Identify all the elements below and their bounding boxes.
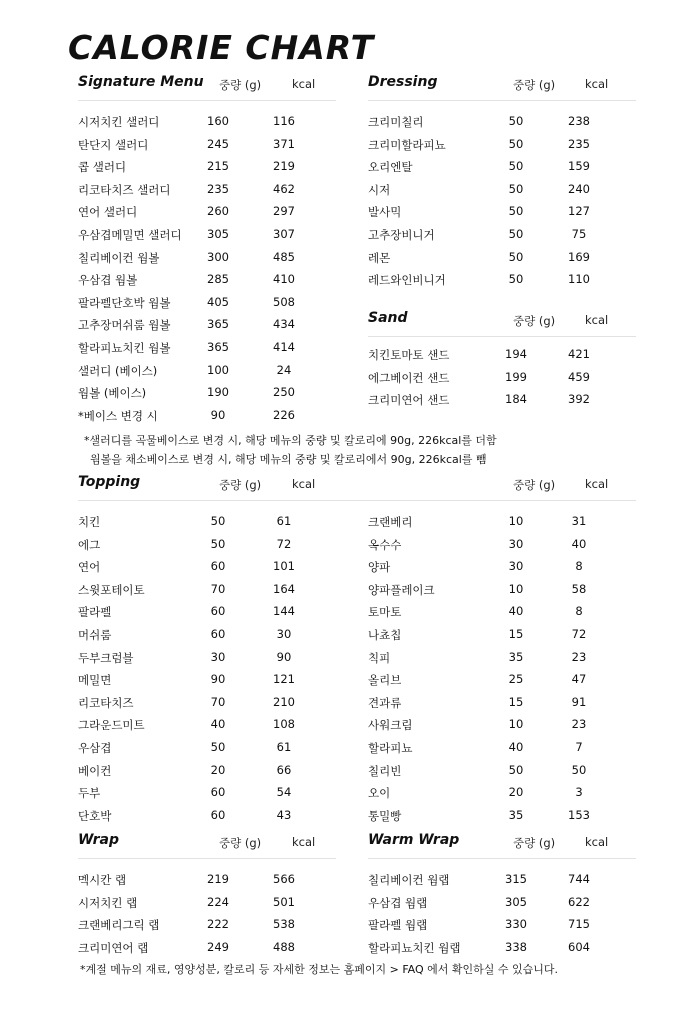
item-name: 단호박	[78, 808, 112, 823]
kcal-value: 58	[571, 581, 587, 596]
kcal-value: 23	[571, 717, 587, 732]
table-row	[368, 740, 636, 763]
item-name: *베이스 변경 시	[78, 408, 158, 423]
topping-rows-right	[368, 501, 636, 830]
item-name: 오이	[368, 786, 391, 801]
weight-value: 40	[508, 739, 524, 754]
item-name: 크리미칠리	[368, 115, 424, 129]
item-name: 오리엔탈	[368, 160, 413, 175]
weight-value: 224	[207, 894, 229, 909]
item-name: 에그베이컨 샌드	[368, 370, 450, 385]
weight-value: 70	[210, 581, 226, 596]
kcal-value: 501	[273, 894, 295, 909]
table-row	[368, 785, 636, 808]
item-name: 베이컨	[78, 763, 112, 778]
kcal-value: 24	[276, 362, 292, 377]
signature-menu-section	[78, 72, 336, 430]
item-name: 할라피뇨치킨 웜랩	[368, 940, 461, 955]
item-name: 크랜베리그릭 랩	[78, 918, 160, 933]
table-row	[78, 917, 336, 940]
item-name: 치킨토마토 샌드	[368, 348, 450, 362]
weight-value: 215	[207, 159, 229, 174]
table-row	[368, 392, 636, 415]
kcal-value: 110	[568, 272, 590, 287]
item-name: 팔라펠단호박 웜볼	[78, 295, 171, 310]
item-name: 양파	[368, 560, 391, 575]
weight-value: 338	[505, 939, 527, 954]
table-row	[78, 672, 336, 695]
item-name: 리코타치즈	[78, 695, 134, 710]
weight-value: 60	[210, 559, 226, 574]
kcal-value: 116	[273, 114, 295, 128]
kcal-value: 459	[568, 369, 590, 384]
item-name: 레드와인비니거	[368, 273, 446, 288]
item-name: 칠리베이컨 웜볼	[78, 250, 160, 265]
table-row	[78, 340, 336, 363]
weight-value: 20	[508, 785, 524, 800]
item-name: 칠리빈	[368, 763, 402, 778]
section-header	[368, 830, 636, 859]
kcal-header: kcal	[292, 477, 316, 491]
item-name: 연어 샐러디	[78, 205, 138, 220]
weight-value: 35	[508, 807, 524, 822]
kcal-value: 434	[273, 317, 295, 332]
table-row	[368, 514, 636, 537]
topping-rows	[78, 501, 336, 830]
table-row	[368, 808, 636, 831]
dressing-section	[368, 72, 636, 295]
weight-value: 60	[210, 785, 226, 800]
sand-section	[368, 308, 636, 415]
item-name: 올리브	[368, 673, 402, 688]
table-row	[78, 717, 336, 740]
weight-value: 70	[210, 694, 226, 709]
item-name: 치킨	[78, 515, 101, 529]
item-name: 연어	[78, 560, 101, 575]
kcal-value: 238	[568, 114, 590, 128]
table-row	[78, 940, 336, 963]
weight-value: 10	[508, 581, 524, 596]
kcal-value: 8	[575, 559, 583, 574]
section-header	[368, 72, 636, 101]
item-name: 탄단지 샐러디	[78, 137, 149, 152]
kcal-value: 153	[568, 807, 590, 822]
weight-value: 184	[505, 392, 527, 407]
weight-value: 305	[505, 894, 527, 909]
weight-header: 중량 (g)	[219, 836, 262, 850]
weight-value: 285	[207, 272, 229, 287]
item-name: 팔라펠	[78, 605, 112, 620]
weight-value: 60	[210, 807, 226, 822]
kcal-value: 91	[571, 694, 587, 709]
table-row	[78, 740, 336, 763]
section-title: Signature Menu	[78, 74, 204, 90]
kcal-value: 414	[273, 339, 295, 354]
weight-value: 245	[207, 136, 229, 151]
item-name: 크리미연어 샌드	[368, 393, 450, 408]
kcal-value: 30	[276, 626, 292, 641]
kcal-value: 485	[273, 249, 295, 264]
kcal-value: 61	[276, 514, 292, 528]
table-row	[368, 627, 636, 650]
table-row	[368, 763, 636, 786]
table-row	[78, 895, 336, 918]
table-row	[78, 604, 336, 627]
kcal-value: 538	[273, 917, 295, 932]
weight-value: 50	[210, 514, 226, 528]
kcal-value: 108	[273, 717, 295, 732]
kcal-value: 72	[571, 626, 587, 641]
kcal-value: 66	[276, 762, 292, 777]
base-note-line-2: 웜볼을 채소베이스로 변경 시, 해당 메뉴의 중량 및 칼로리에서 90g, 226kcal를 뺌	[90, 453, 487, 466]
signature-rows	[78, 101, 336, 430]
kcal-value: 488	[273, 939, 295, 954]
section-header	[78, 830, 336, 859]
weight-value: 50	[508, 226, 524, 241]
kcal-value: 307	[273, 226, 295, 241]
item-name: 콥 샐러디	[78, 160, 127, 175]
weight-value: 40	[210, 717, 226, 732]
weight-value: 365	[207, 339, 229, 354]
wrap-rows	[78, 859, 336, 962]
kcal-header: kcal	[585, 835, 609, 849]
item-name: 우삼겹	[78, 740, 112, 755]
section-header	[78, 72, 336, 101]
topping-section	[78, 472, 636, 501]
section-header	[368, 308, 636, 337]
weight-value: 219	[207, 872, 229, 886]
kcal-value: 508	[273, 294, 295, 309]
item-name: 샐러디 (베이스)	[78, 363, 158, 378]
kcal-value: 744	[568, 872, 590, 886]
item-name: 양파플레이크	[368, 582, 435, 597]
base-note-line-1: *샐러디를 곡물베이스로 변경 시, 해당 메뉴의 중량 및 칼로리에 90g, 226kcal를 더함	[84, 434, 497, 447]
kcal-header-right: kcal	[585, 477, 609, 491]
table-row	[78, 559, 336, 582]
weight-value: 50	[508, 159, 524, 174]
item-name: 두부크럼블	[78, 650, 134, 665]
table-row	[78, 808, 336, 831]
table-row	[368, 872, 636, 895]
weight-value: 15	[508, 626, 524, 641]
table-row	[368, 137, 636, 160]
item-name: 스윗포테이토	[78, 582, 145, 597]
table-row	[368, 582, 636, 605]
base-change-note	[84, 431, 497, 469]
topping-left-column	[78, 501, 336, 830]
table-row	[78, 627, 336, 650]
table-row	[368, 370, 636, 393]
weight-value: 60	[210, 604, 226, 619]
weight-value: 235	[207, 181, 229, 196]
kcal-value: 23	[571, 649, 587, 664]
table-row	[368, 604, 636, 627]
item-name: 에그	[78, 537, 101, 552]
item-name: 크랜베리	[368, 515, 413, 529]
item-name: 그라운드미트	[78, 718, 145, 733]
weight-value: 100	[207, 362, 229, 377]
kcal-value: 144	[273, 604, 295, 619]
item-name: 고추장머쉬룸 웜볼	[78, 318, 171, 333]
section-header	[78, 472, 636, 501]
footer-note: *계절 메뉴의 재료, 영양성분, 칼로리 등 자세한 정보는 홈페이지 > FAQ 에서 확인하실 수 있습니다.	[80, 963, 558, 976]
kcal-value: 40	[571, 536, 587, 551]
weight-value: 35	[508, 649, 524, 664]
sand-rows	[368, 337, 636, 415]
weight-value: 25	[508, 672, 524, 687]
page-title: CALORIE CHART	[68, 28, 375, 67]
table-row	[78, 227, 336, 250]
weight-value: 15	[508, 694, 524, 709]
item-name: 리코타치즈 샐러디	[78, 182, 171, 197]
item-name: 메밀면	[78, 673, 112, 688]
wrap-section	[78, 830, 336, 962]
table-row	[78, 204, 336, 227]
section-title: Sand	[368, 310, 408, 326]
weight-value: 50	[508, 272, 524, 287]
kcal-value: 50	[571, 762, 587, 777]
item-name: 시저치킨 샐러디	[78, 115, 160, 129]
kcal-value: 219	[273, 159, 295, 174]
table-row	[78, 250, 336, 273]
item-name: 우삼겹 웜볼	[78, 273, 138, 288]
table-row	[368, 917, 636, 940]
item-name: 견과류	[368, 695, 402, 710]
weight-value: 50	[508, 204, 524, 219]
table-row	[78, 582, 336, 605]
kcal-header: kcal	[585, 77, 609, 91]
table-row	[368, 114, 636, 137]
weight-header: 중량 (g)	[513, 78, 556, 92]
weight-value: 260	[207, 204, 229, 219]
item-name: 발사믹	[368, 205, 402, 220]
weight-value: 50	[210, 536, 226, 551]
kcal-value: 210	[273, 694, 295, 709]
item-name: 고추장비니거	[368, 227, 435, 242]
weight-value: 199	[505, 369, 527, 384]
weight-header: 중량 (g)	[219, 78, 262, 92]
kcal-value: 7	[575, 739, 583, 754]
table-row	[368, 717, 636, 740]
weight-value: 50	[508, 249, 524, 264]
kcal-value: 240	[568, 181, 590, 196]
kcal-value: 169	[568, 249, 590, 264]
warm-wrap-section	[368, 830, 636, 962]
weight-value: 10	[508, 514, 524, 528]
item-name: 두부	[78, 786, 101, 801]
table-row	[368, 695, 636, 718]
item-name: 칙피	[368, 650, 391, 665]
table-row	[78, 537, 336, 560]
table-row	[78, 385, 336, 408]
table-row	[78, 137, 336, 160]
kcal-value: 250	[273, 385, 295, 400]
weight-value: 50	[508, 136, 524, 151]
table-row	[78, 363, 336, 386]
item-name: 할라피뇨	[368, 740, 413, 755]
table-row	[78, 182, 336, 205]
kcal-value: 371	[273, 136, 295, 151]
weight-value: 315	[505, 872, 527, 886]
table-row	[78, 295, 336, 318]
item-name: 우삼겹 웜랩	[368, 895, 428, 910]
item-name: 시저치킨 랩	[78, 895, 138, 910]
weight-value: 50	[210, 739, 226, 754]
table-row	[368, 940, 636, 963]
weight-header-right: 중량 (g)	[513, 478, 556, 492]
table-row	[368, 672, 636, 695]
weight-value: 50	[508, 114, 524, 128]
section-title: Warm Wrap	[368, 832, 460, 848]
kcal-value: 90	[276, 649, 292, 664]
weight-value: 300	[207, 249, 229, 264]
table-row	[78, 785, 336, 808]
weight-value: 305	[207, 226, 229, 241]
table-row	[78, 763, 336, 786]
weight-value: 365	[207, 317, 229, 332]
section-title: Topping	[78, 474, 141, 490]
kcal-value: 3	[575, 785, 583, 800]
table-row	[78, 514, 336, 537]
item-name: 통밀빵	[368, 808, 402, 823]
weight-value: 60	[210, 626, 226, 641]
table-row	[368, 250, 636, 273]
table-row	[368, 650, 636, 673]
kcal-value: 297	[273, 204, 295, 219]
weight-value: 20	[210, 762, 226, 777]
table-row	[368, 182, 636, 205]
item-name: 머쉬룸	[78, 627, 112, 642]
kcal-header: kcal	[292, 77, 316, 91]
weight-header: 중량 (g)	[513, 314, 556, 328]
dressing-rows	[368, 101, 636, 295]
kcal-value: 47	[571, 672, 587, 687]
kcal-value: 410	[273, 272, 295, 287]
kcal-value: 566	[273, 872, 295, 886]
kcal-value: 421	[568, 347, 590, 361]
weight-value: 330	[505, 917, 527, 932]
item-name: 레몬	[368, 250, 391, 265]
table-row	[368, 159, 636, 182]
kcal-value: 622	[568, 894, 590, 909]
item-name: 나쵸칩	[368, 627, 402, 642]
kcal-value: 604	[568, 939, 590, 954]
weight-value: 10	[508, 717, 524, 732]
topping-right-column	[368, 501, 636, 830]
table-row	[368, 272, 636, 295]
table-row	[78, 159, 336, 182]
item-name: 시저	[368, 182, 391, 197]
kcal-value: 159	[568, 159, 590, 174]
table-row	[368, 347, 636, 370]
kcal-value: 72	[276, 536, 292, 551]
item-name: 크리미할라피뇨	[368, 137, 446, 152]
weight-value: 30	[508, 559, 524, 574]
weight-value: 190	[207, 385, 229, 400]
weight-value: 90	[210, 672, 226, 687]
kcal-value: 61	[276, 739, 292, 754]
weight-value: 194	[505, 347, 527, 361]
table-row	[78, 695, 336, 718]
table-row	[78, 114, 336, 137]
item-name: 우삼겹메밀면 샐러디	[78, 227, 182, 242]
kcal-value: 392	[568, 392, 590, 407]
weight-value: 249	[207, 939, 229, 954]
kcal-value: 54	[276, 785, 292, 800]
kcal-value: 462	[273, 181, 295, 196]
kcal-value: 121	[273, 672, 295, 687]
weight-value: 50	[508, 762, 524, 777]
kcal-value: 43	[276, 807, 292, 822]
item-name: 토마토	[368, 605, 402, 620]
table-row	[78, 317, 336, 340]
kcal-value: 226	[273, 407, 295, 422]
weight-value: 30	[210, 649, 226, 664]
section-title: Wrap	[78, 832, 119, 848]
kcal-header: kcal	[292, 835, 316, 849]
kcal-value: 8	[575, 604, 583, 619]
item-name: 팔라펠 웜랩	[368, 918, 428, 933]
kcal-value: 164	[273, 581, 295, 596]
table-row	[368, 537, 636, 560]
table-row	[368, 227, 636, 250]
item-name: 웜볼 (베이스)	[78, 386, 147, 401]
weight-header: 중량 (g)	[219, 478, 262, 492]
kcal-value: 101	[273, 559, 295, 574]
table-row	[78, 408, 336, 431]
table-row	[368, 204, 636, 227]
table-row	[368, 895, 636, 918]
kcal-value: 715	[568, 917, 590, 932]
table-row	[78, 872, 336, 895]
item-name: 칠리베이컨 웜랩	[368, 873, 450, 887]
item-name: 크리미연어 랩	[78, 940, 149, 955]
weight-value: 222	[207, 917, 229, 932]
table-row	[78, 272, 336, 295]
kcal-value: 235	[568, 136, 590, 151]
item-name: 사워크림	[368, 718, 413, 733]
weight-value: 40	[508, 604, 524, 619]
weight-value: 160	[207, 114, 229, 128]
weight-value: 30	[508, 536, 524, 551]
weight-value: 405	[207, 294, 229, 309]
section-title: Dressing	[368, 74, 438, 90]
warm-wrap-rows	[368, 859, 636, 962]
item-name: 옥수수	[368, 537, 402, 552]
weight-value: 50	[508, 181, 524, 196]
item-name: 할라피뇨치킨 웜볼	[78, 340, 171, 355]
weight-value: 90	[210, 407, 226, 422]
table-row	[368, 559, 636, 582]
table-row	[78, 650, 336, 673]
kcal-header: kcal	[585, 313, 609, 327]
kcal-value: 75	[571, 226, 587, 241]
item-name: 멕시칸 랩	[78, 873, 127, 887]
kcal-value: 31	[571, 514, 587, 528]
weight-header: 중량 (g)	[513, 836, 556, 850]
kcal-value: 127	[568, 204, 590, 219]
